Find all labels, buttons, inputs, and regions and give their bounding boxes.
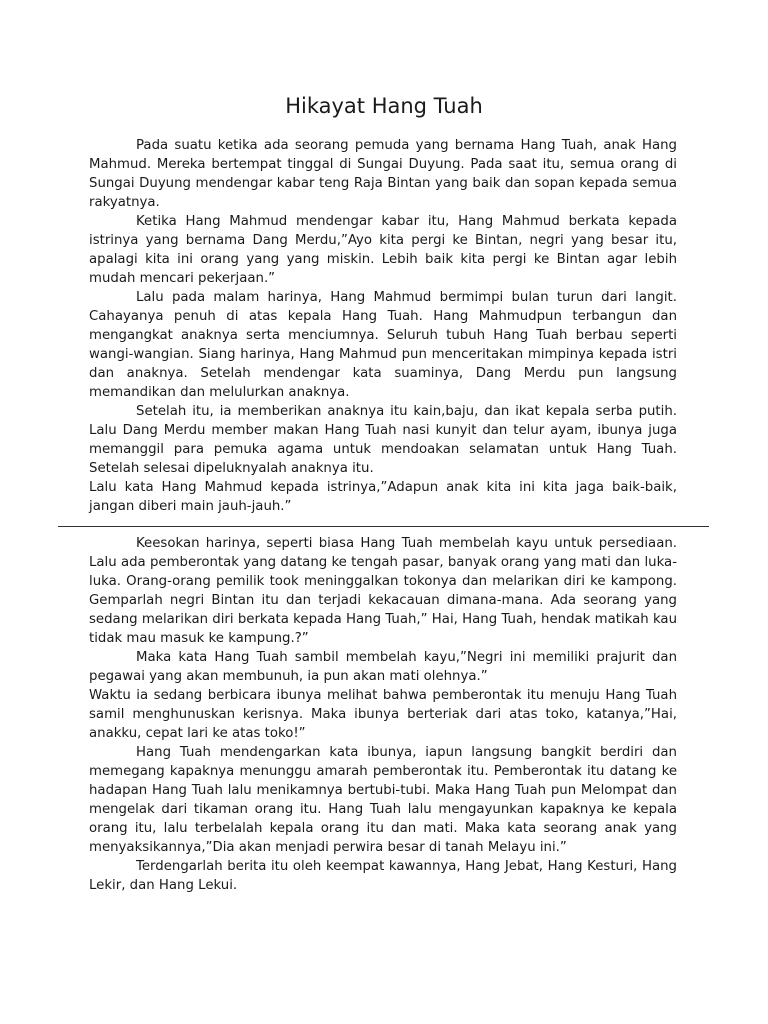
paragraph: Hang Tuah mendengarkan kata ibunya, iapun langsung bangkit berdiri dan memegang kapaknya menunggu amarah pemberontak itu. Pemberontak itu datang ke hadapan Hang Tuah lalu menikamnya bertubi-tubi. Maka Hang Tuah pun Melompat dan mengelak dari tikaman orang itu. Hang Tuah lalu mengayunkan kapaknya ke kepala orang itu, lalu terbelalah kepala orang itu dan mati. Maka kata seorang anak yang menyaksikannya,”Dia akan menjadi perwira besar di tanah Melayu ini.” [89,745,677,855]
paragraph: Ketika Hang Mahmud mendengar kabar itu, Hang Mahmud berkata kepada istrinya yang bernama Dang Merdu,”Ayo kita pergi ke Bintan, negri yang besar itu, apalagi kita ini orang yang yang miskin. Lebih baik kita pergi ke Bintan agar lebih mudah mencari pekerjaan.” [89,214,677,286]
section-two [89,534,677,895]
paragraph: Terdengarlah berita itu oleh keempat kawannya, Hang Jebat, Hang Kesturi, Hang Lekir, dan Hang Lekui. [89,859,677,893]
paragraph: Setelah itu, ia memberikan anaknya itu kain,baju, dan ikat kepala serba putih. Lalu Dang Merdu member makan Hang Tuah nasi kunyit dan telur ayam, ibunya juga memanggil para pemuka agama untuk mendoakan selamatan untuk Hang Tuah. Setelah selesai dipeluknyalah anaknya itu. [89,404,677,476]
section-divider [58,526,709,527]
paragraph: Lalu pada malam harinya, Hang Mahmud bermimpi bulan turun dari langit. Cahayanya penuh di atas kepala Hang Tuah. Hang Mahmudpun terbangun dan mengangkat anaknya serta menciumnya. Seluruh tubuh Hang Tuah berbau seperti wangi-wangian. Siang harinya, Hang Mahmud pun menceritakan mimpinya kepada istri dan anaknya. Setelah mendengar kata suaminya, Dang Merdu pun langsung memandikan dan melulurkan anaknya. [89,290,677,400]
document-title: Hikayat Hang Tuah [285,94,483,118]
paragraph: Pada suatu ketika ada seorang pemuda yang bernama Hang Tuah, anak Hang Mahmud. Mereka bertempat tinggal di Sungai Duyung. Pada saat itu, semua orang di Sungai Duyung mendengar kabar teng Raja Bintan yang baik dan sopan kepada semua rakyatnya. [89,138,677,210]
paragraph: Maka kata Hang Tuah sambil membelah kayu,”Negri ini memiliki prajurit dan pegawai yang akan membunuh, ia pun akan mati olehnya.” [89,650,677,684]
paragraph: Keesokan harinya, seperti biasa Hang Tuah membelah kayu untuk persediaan. Lalu ada pemberontak yang datang ke tengah pasar, banyak orang yang mati dan luka-luka. Orang-orang pemilik took meninggalkan tokonya dan melarikan diri ke kampong. Gemparlah negri Bintan itu dan terjadi kekacauan dimana-mana. Ada seorang yang sedang melarikan diri berkata kepada Hang Tuah,” Hai, Hang Tuah, hendak matikah kau tidak mau masuk ke kampung.?” [89,536,677,646]
section-one [89,136,677,516]
paragraph: Waktu ia sedang berbicara ibunya melihat bahwa pemberontak itu menuju Hang Tuah samil menghunuskan kerisnya. Maka ibunya berteriak dari atas toko, katanya,”Hai, anakku, cepat lari ke atas toko!” [89,688,677,741]
paragraph: Lalu kata Hang Mahmud kepada istrinya,”Adapun anak kita ini kita jaga baik-baik, jangan diberi main jauh-jauh.” [89,480,677,514]
